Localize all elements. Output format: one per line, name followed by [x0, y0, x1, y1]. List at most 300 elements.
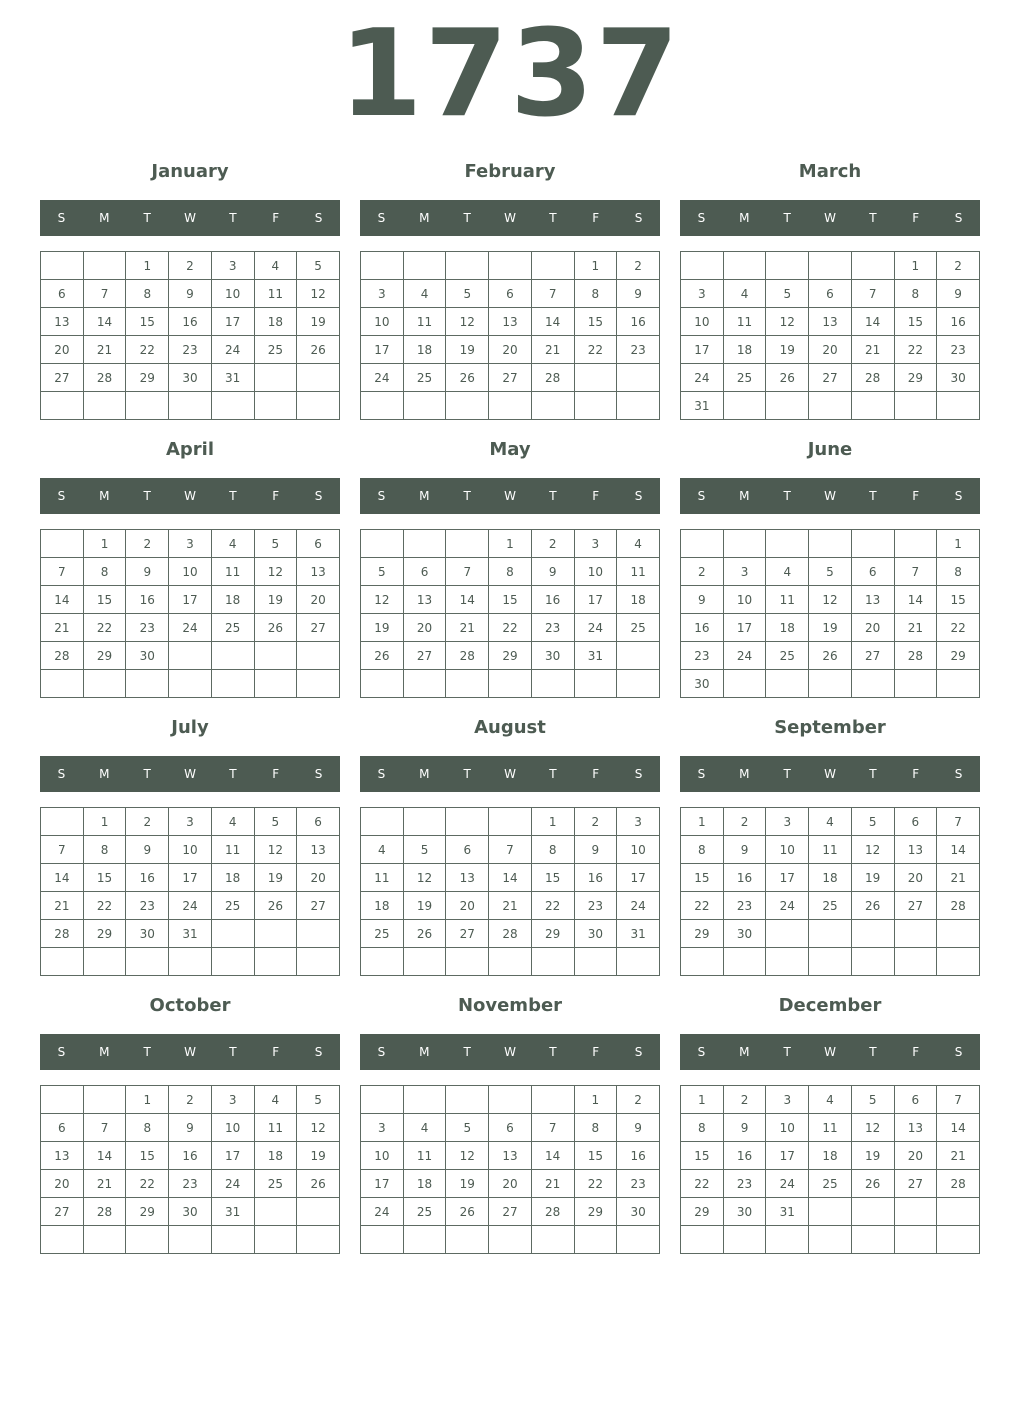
- weekday-label: T: [463, 1045, 471, 1059]
- day-cell: 25: [361, 920, 404, 948]
- day-cell: 14: [851, 308, 894, 336]
- day-cell: 17: [211, 1142, 254, 1170]
- day-cell: 21: [851, 336, 894, 364]
- week-row: [681, 558, 980, 586]
- week-row: [41, 364, 340, 392]
- day-cell: 15: [83, 586, 126, 614]
- month-name: October: [149, 995, 231, 1016]
- day-cell: 13: [489, 1142, 532, 1170]
- empty-day-cell: [169, 642, 212, 670]
- day-cell: 12: [809, 586, 852, 614]
- empty-day-cell: [403, 1226, 446, 1254]
- day-cell: 6: [894, 808, 937, 836]
- day-cell: 22: [894, 336, 937, 364]
- day-cell: 15: [126, 1142, 169, 1170]
- day-cell: 19: [766, 336, 809, 364]
- weekday-label: T: [869, 1045, 877, 1059]
- weekday-header: [360, 200, 660, 236]
- weekday-header: [680, 1034, 980, 1070]
- day-cell: 15: [574, 308, 617, 336]
- day-cell: 11: [254, 1114, 297, 1142]
- empty-day-cell: [766, 948, 809, 976]
- day-cell: 10: [211, 280, 254, 308]
- day-cell: 8: [126, 280, 169, 308]
- day-cell: 16: [531, 586, 574, 614]
- day-cell: 29: [894, 364, 937, 392]
- empty-day-cell: [489, 252, 532, 280]
- day-cell: 24: [681, 364, 724, 392]
- day-cell: 27: [894, 892, 937, 920]
- week-row: [41, 642, 340, 670]
- day-cell: 20: [41, 1170, 84, 1198]
- day-cell: 21: [83, 1170, 126, 1198]
- empty-day-cell: [531, 252, 574, 280]
- day-cell: 23: [681, 642, 724, 670]
- day-cell: 27: [489, 364, 532, 392]
- day-cell: 13: [489, 308, 532, 336]
- day-cell: 18: [254, 1142, 297, 1170]
- week-row: [41, 892, 340, 920]
- empty-day-cell: [766, 920, 809, 948]
- day-cell: 14: [531, 308, 574, 336]
- day-cell: 18: [809, 1142, 852, 1170]
- day-cell: 7: [83, 280, 126, 308]
- day-cell: 4: [809, 808, 852, 836]
- weekday-label: F: [272, 767, 280, 781]
- month-name: May: [489, 439, 531, 460]
- day-cell: 25: [403, 1198, 446, 1226]
- empty-day-cell: [531, 1086, 574, 1114]
- month-name: March: [798, 161, 862, 182]
- day-cell: 10: [169, 836, 212, 864]
- empty-day-cell: [489, 392, 532, 420]
- day-cell: 7: [937, 808, 980, 836]
- empty-day-cell: [851, 252, 894, 280]
- day-cell: 29: [681, 1198, 724, 1226]
- week-row: [361, 614, 660, 642]
- day-cell: 21: [41, 614, 84, 642]
- day-cell: 16: [937, 308, 980, 336]
- empty-day-cell: [41, 1226, 84, 1254]
- day-cell: 16: [574, 864, 617, 892]
- day-cell: 14: [83, 308, 126, 336]
- day-cell: 16: [681, 614, 724, 642]
- day-cell: 1: [574, 1086, 617, 1114]
- day-cell: 28: [531, 1198, 574, 1226]
- empty-day-cell: [766, 252, 809, 280]
- day-cell: 31: [169, 920, 212, 948]
- day-cell: 12: [254, 836, 297, 864]
- day-cell: 20: [41, 336, 84, 364]
- weekday-label: M: [739, 489, 750, 503]
- day-cell: 11: [403, 1142, 446, 1170]
- day-cell: 15: [83, 864, 126, 892]
- day-cell: 26: [297, 1170, 340, 1198]
- days-table: [360, 529, 660, 698]
- week-row: [361, 1226, 660, 1254]
- day-cell: 5: [403, 836, 446, 864]
- weekday-label: W: [184, 1045, 196, 1059]
- day-cell: 17: [361, 1170, 404, 1198]
- day-cell: 29: [126, 1198, 169, 1226]
- day-cell: 16: [723, 864, 766, 892]
- day-cell: 13: [297, 558, 340, 586]
- weekday-label: F: [912, 1045, 920, 1059]
- empty-day-cell: [766, 670, 809, 698]
- weekday-label: S: [57, 211, 66, 225]
- empty-day-cell: [809, 948, 852, 976]
- day-cell: 28: [83, 364, 126, 392]
- empty-day-cell: [297, 1226, 340, 1254]
- day-cell: 19: [254, 864, 297, 892]
- day-cell: 6: [403, 558, 446, 586]
- empty-day-cell: [297, 392, 340, 420]
- day-cell: 4: [211, 530, 254, 558]
- day-cell: 10: [574, 558, 617, 586]
- week-row: [361, 948, 660, 976]
- day-cell: 16: [617, 308, 660, 336]
- day-cell: 3: [211, 1086, 254, 1114]
- empty-day-cell: [851, 530, 894, 558]
- weekday-label: S: [697, 767, 706, 781]
- day-cell: 1: [681, 808, 724, 836]
- day-cell: 21: [489, 892, 532, 920]
- week-row: [361, 530, 660, 558]
- day-cell: 2: [723, 1086, 766, 1114]
- weekday-header: [360, 478, 660, 514]
- day-cell: 6: [489, 1114, 532, 1142]
- weekday-label: S: [634, 1045, 643, 1059]
- day-cell: 15: [489, 586, 532, 614]
- week-row: [681, 892, 980, 920]
- day-cell: 13: [851, 586, 894, 614]
- day-cell: 17: [723, 614, 766, 642]
- month-name: August: [474, 717, 546, 738]
- month-name: April: [165, 439, 215, 460]
- week-row: [681, 530, 980, 558]
- week-row: [41, 864, 340, 892]
- day-cell: 30: [681, 670, 724, 698]
- empty-day-cell: [403, 670, 446, 698]
- day-cell: 20: [403, 614, 446, 642]
- day-cell: 10: [681, 308, 724, 336]
- day-cell: 27: [894, 1170, 937, 1198]
- day-cell: 8: [489, 558, 532, 586]
- day-cell: 19: [446, 336, 489, 364]
- week-row: [681, 920, 980, 948]
- weekday-label: S: [57, 767, 66, 781]
- day-cell: 1: [83, 530, 126, 558]
- empty-day-cell: [403, 948, 446, 976]
- days-table: [680, 529, 980, 698]
- empty-day-cell: [126, 392, 169, 420]
- day-cell: 27: [489, 1198, 532, 1226]
- day-cell: 10: [211, 1114, 254, 1142]
- day-cell: 24: [766, 1170, 809, 1198]
- weekday-label: F: [592, 211, 600, 225]
- month-name: February: [464, 161, 556, 182]
- week-row: [361, 920, 660, 948]
- day-cell: 29: [531, 920, 574, 948]
- day-cell: 22: [126, 336, 169, 364]
- weekday-label: F: [272, 1045, 280, 1059]
- empty-day-cell: [894, 1226, 937, 1254]
- day-cell: 2: [723, 808, 766, 836]
- weekday-label: W: [184, 489, 196, 503]
- week-row: [41, 586, 340, 614]
- empty-day-cell: [574, 948, 617, 976]
- day-cell: 17: [169, 864, 212, 892]
- day-cell: 9: [937, 280, 980, 308]
- empty-day-cell: [617, 1226, 660, 1254]
- weekday-label: T: [783, 489, 791, 503]
- day-cell: 4: [403, 1114, 446, 1142]
- day-cell: 5: [297, 252, 340, 280]
- day-cell: 19: [361, 614, 404, 642]
- empty-day-cell: [851, 670, 894, 698]
- empty-day-cell: [809, 530, 852, 558]
- day-cell: 1: [894, 252, 937, 280]
- week-row: [41, 558, 340, 586]
- month-name: June: [807, 439, 853, 460]
- day-cell: 9: [681, 586, 724, 614]
- day-cell: 24: [361, 1198, 404, 1226]
- weekday-label: S: [954, 211, 963, 225]
- day-cell: 11: [254, 280, 297, 308]
- week-row: [361, 392, 660, 420]
- empty-day-cell: [254, 364, 297, 392]
- week-row: [361, 1170, 660, 1198]
- day-cell: 9: [574, 836, 617, 864]
- week-row: [41, 280, 340, 308]
- day-cell: 8: [126, 1114, 169, 1142]
- weekday-header: [40, 1034, 340, 1070]
- day-cell: 25: [211, 892, 254, 920]
- day-cell: 8: [894, 280, 937, 308]
- day-cell: 21: [446, 614, 489, 642]
- day-cell: 3: [169, 530, 212, 558]
- empty-day-cell: [894, 530, 937, 558]
- day-cell: 6: [297, 530, 340, 558]
- days-table: [360, 807, 660, 976]
- day-cell: 28: [489, 920, 532, 948]
- day-cell: 6: [446, 836, 489, 864]
- day-cell: 18: [403, 1170, 446, 1198]
- weekday-label: S: [377, 767, 386, 781]
- empty-day-cell: [254, 948, 297, 976]
- day-cell: 21: [83, 336, 126, 364]
- week-row: [41, 670, 340, 698]
- day-cell: 19: [403, 892, 446, 920]
- day-cell: 25: [403, 364, 446, 392]
- day-cell: 26: [446, 364, 489, 392]
- day-cell: 27: [297, 614, 340, 642]
- day-cell: 15: [574, 1142, 617, 1170]
- empty-day-cell: [403, 392, 446, 420]
- weekday-label: F: [912, 211, 920, 225]
- weekday-label: S: [954, 1045, 963, 1059]
- weekday-label: S: [57, 489, 66, 503]
- day-cell: 28: [41, 920, 84, 948]
- weekday-label: T: [869, 489, 877, 503]
- day-cell: 30: [937, 364, 980, 392]
- day-cell: 4: [403, 280, 446, 308]
- weekday-label: T: [229, 1045, 237, 1059]
- day-cell: 26: [361, 642, 404, 670]
- weekday-header: [680, 478, 980, 514]
- day-cell: 6: [41, 1114, 84, 1142]
- week-row: [681, 948, 980, 976]
- day-cell: 13: [403, 586, 446, 614]
- day-cell: 23: [937, 336, 980, 364]
- day-cell: 9: [617, 280, 660, 308]
- week-row: [361, 1114, 660, 1142]
- day-cell: 4: [723, 280, 766, 308]
- week-row: [41, 948, 340, 976]
- day-cell: 18: [211, 586, 254, 614]
- empty-day-cell: [83, 1226, 126, 1254]
- day-cell: 28: [446, 642, 489, 670]
- weekday-label: T: [229, 211, 237, 225]
- weekday-label: S: [377, 1045, 386, 1059]
- day-cell: 30: [723, 920, 766, 948]
- month-name: July: [171, 717, 209, 738]
- week-row: [681, 670, 980, 698]
- empty-day-cell: [83, 1086, 126, 1114]
- day-cell: 18: [766, 614, 809, 642]
- day-cell: 23: [169, 1170, 212, 1198]
- day-cell: 16: [723, 1142, 766, 1170]
- day-cell: 5: [254, 530, 297, 558]
- week-row: [681, 614, 980, 642]
- weekday-label: S: [697, 1045, 706, 1059]
- weekday-label: M: [419, 767, 430, 781]
- day-cell: 26: [851, 1170, 894, 1198]
- day-cell: 4: [254, 1086, 297, 1114]
- day-cell: 22: [489, 614, 532, 642]
- week-row: [681, 308, 980, 336]
- day-cell: 23: [723, 1170, 766, 1198]
- day-cell: 2: [126, 530, 169, 558]
- day-cell: 4: [211, 808, 254, 836]
- week-row: [681, 364, 980, 392]
- empty-day-cell: [83, 670, 126, 698]
- empty-day-cell: [489, 1226, 532, 1254]
- day-cell: 14: [41, 864, 84, 892]
- day-cell: 12: [766, 308, 809, 336]
- day-cell: 12: [446, 308, 489, 336]
- empty-day-cell: [531, 948, 574, 976]
- day-cell: 20: [489, 336, 532, 364]
- day-cell: 1: [126, 1086, 169, 1114]
- day-cell: 18: [254, 308, 297, 336]
- weekday-label: T: [549, 1045, 557, 1059]
- year-title: 1737: [339, 5, 681, 144]
- weekday-label: T: [463, 211, 471, 225]
- empty-day-cell: [254, 1198, 297, 1226]
- empty-day-cell: [617, 642, 660, 670]
- day-cell: 10: [169, 558, 212, 586]
- empty-day-cell: [211, 670, 254, 698]
- day-cell: 5: [446, 280, 489, 308]
- day-cell: 8: [531, 836, 574, 864]
- week-row: [41, 1170, 340, 1198]
- empty-day-cell: [937, 392, 980, 420]
- day-cell: 24: [169, 892, 212, 920]
- day-cell: 18: [809, 864, 852, 892]
- day-cell: 31: [211, 1198, 254, 1226]
- empty-day-cell: [894, 920, 937, 948]
- day-cell: 3: [211, 252, 254, 280]
- empty-day-cell: [937, 948, 980, 976]
- empty-day-cell: [361, 1086, 404, 1114]
- day-cell: 9: [617, 1114, 660, 1142]
- day-cell: 4: [254, 252, 297, 280]
- week-row: [361, 280, 660, 308]
- empty-day-cell: [531, 392, 574, 420]
- empty-day-cell: [254, 670, 297, 698]
- weekday-label: W: [504, 211, 516, 225]
- day-cell: 1: [489, 530, 532, 558]
- day-cell: 6: [41, 280, 84, 308]
- empty-day-cell: [211, 948, 254, 976]
- empty-day-cell: [851, 1226, 894, 1254]
- day-cell: 30: [531, 642, 574, 670]
- empty-day-cell: [41, 1086, 84, 1114]
- empty-day-cell: [937, 1226, 980, 1254]
- week-row: [41, 614, 340, 642]
- day-cell: 9: [126, 558, 169, 586]
- empty-day-cell: [894, 670, 937, 698]
- weekday-label: M: [419, 211, 430, 225]
- day-cell: 6: [894, 1086, 937, 1114]
- day-cell: 14: [937, 836, 980, 864]
- empty-day-cell: [531, 1226, 574, 1254]
- day-cell: 26: [446, 1198, 489, 1226]
- day-cell: 5: [809, 558, 852, 586]
- empty-day-cell: [723, 252, 766, 280]
- weekday-label: T: [783, 767, 791, 781]
- day-cell: 11: [617, 558, 660, 586]
- day-cell: 3: [723, 558, 766, 586]
- day-cell: 25: [254, 1170, 297, 1198]
- day-cell: 29: [681, 920, 724, 948]
- day-cell: 10: [723, 586, 766, 614]
- weekday-label: S: [57, 1045, 66, 1059]
- day-cell: 3: [361, 1114, 404, 1142]
- day-cell: 7: [83, 1114, 126, 1142]
- day-cell: 15: [894, 308, 937, 336]
- empty-day-cell: [297, 948, 340, 976]
- day-cell: 7: [41, 558, 84, 586]
- day-cell: 20: [446, 892, 489, 920]
- week-row: [681, 808, 980, 836]
- day-cell: 11: [361, 864, 404, 892]
- empty-day-cell: [41, 252, 84, 280]
- weekday-label: T: [229, 489, 237, 503]
- empty-day-cell: [574, 392, 617, 420]
- day-cell: 28: [851, 364, 894, 392]
- day-cell: 1: [681, 1086, 724, 1114]
- day-cell: 10: [361, 308, 404, 336]
- weekday-label: M: [99, 767, 110, 781]
- weekday-label: T: [143, 767, 151, 781]
- week-row: [41, 336, 340, 364]
- days-table: [40, 807, 340, 976]
- day-cell: 19: [809, 614, 852, 642]
- weekday-label: T: [463, 767, 471, 781]
- day-cell: 10: [766, 836, 809, 864]
